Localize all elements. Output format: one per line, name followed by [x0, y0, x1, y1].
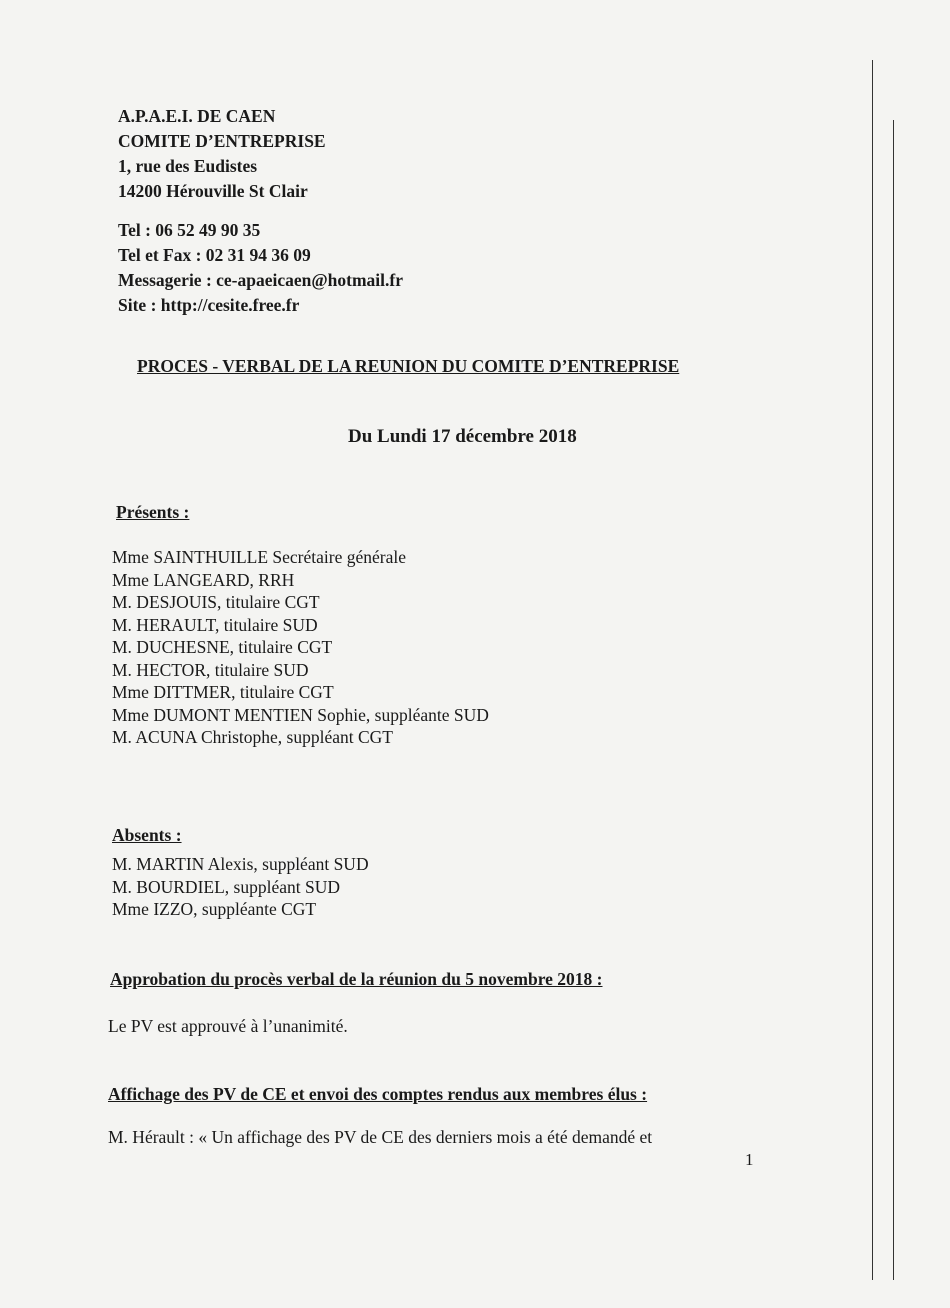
city-address: 14200 Hérouville St Clair	[118, 181, 308, 201]
list-item: M. ACUNA Christophe, suppléant CGT	[112, 727, 393, 747]
letterhead	[118, 104, 403, 318]
website: Site : http://cesite.free.fr	[118, 295, 300, 315]
list-item: M. BOURDIEL, suppléant SUD	[112, 876, 340, 897]
affichage-heading: Affichage des PV de CE et envoi des comptes rendus aux membres élus :	[108, 1084, 648, 1104]
list-item: M. HERAULT, titulaire SUD	[112, 614, 318, 635]
approbation-text: Le PV est approuvé à l’unanimité.	[108, 1016, 348, 1036]
org-name: A.P.A.E.I. DE CAEN	[118, 106, 276, 126]
presents-heading: Présents :	[116, 502, 190, 522]
list-item: M. MARTIN Alexis, suppléant SUD	[112, 854, 369, 874]
page-edge-line-outer	[893, 120, 894, 1280]
list-item: Mme DITTMER, titulaire CGT	[112, 682, 334, 702]
email: Messagerie : ce-apaeicaen@hotmail.fr	[118, 270, 403, 290]
list-item: Mme IZZO, suppléante CGT	[112, 899, 317, 919]
absents-heading: Absents :	[112, 825, 182, 845]
page-edge-line	[872, 60, 873, 1280]
affichage-text: M. Hérault : « Un affichage des PV de CE des derniers mois a été demandé et	[108, 1127, 653, 1147]
list-item: M. HECTOR, titulaire SUD	[112, 659, 309, 680]
committee-name: COMITE D’ENTREPRISE	[118, 131, 326, 151]
document-title: PROCES - VERBAL DE LA REUNION DU COMITE D’ENTREPRISE	[137, 356, 680, 376]
approbation-heading: Approbation du procès verbal de la réunion du 5 novembre 2018 :	[110, 969, 603, 989]
street-address: 1, rue des Eudistes	[118, 156, 258, 176]
page-number: 1	[745, 1150, 754, 1169]
list-item: Mme SAINTHUILLE Secrétaire générale	[112, 547, 406, 567]
list-item: Mme LANGEARD, RRH	[112, 569, 295, 590]
list-item: M. DUCHESNE, titulaire CGT	[112, 637, 333, 657]
absents-list	[112, 853, 369, 921]
list-item: Mme DUMONT MENTIEN Sophie, suppléante SUD	[112, 704, 489, 725]
fax: Tel et Fax : 02 31 94 36 09	[118, 245, 311, 265]
telephone: Tel : 06 52 49 90 35	[118, 220, 261, 240]
presents-list	[112, 546, 489, 749]
list-item: M. DESJOUIS, titulaire CGT	[112, 592, 320, 612]
meeting-date: Du Lundi 17 décembre 2018	[348, 426, 577, 447]
